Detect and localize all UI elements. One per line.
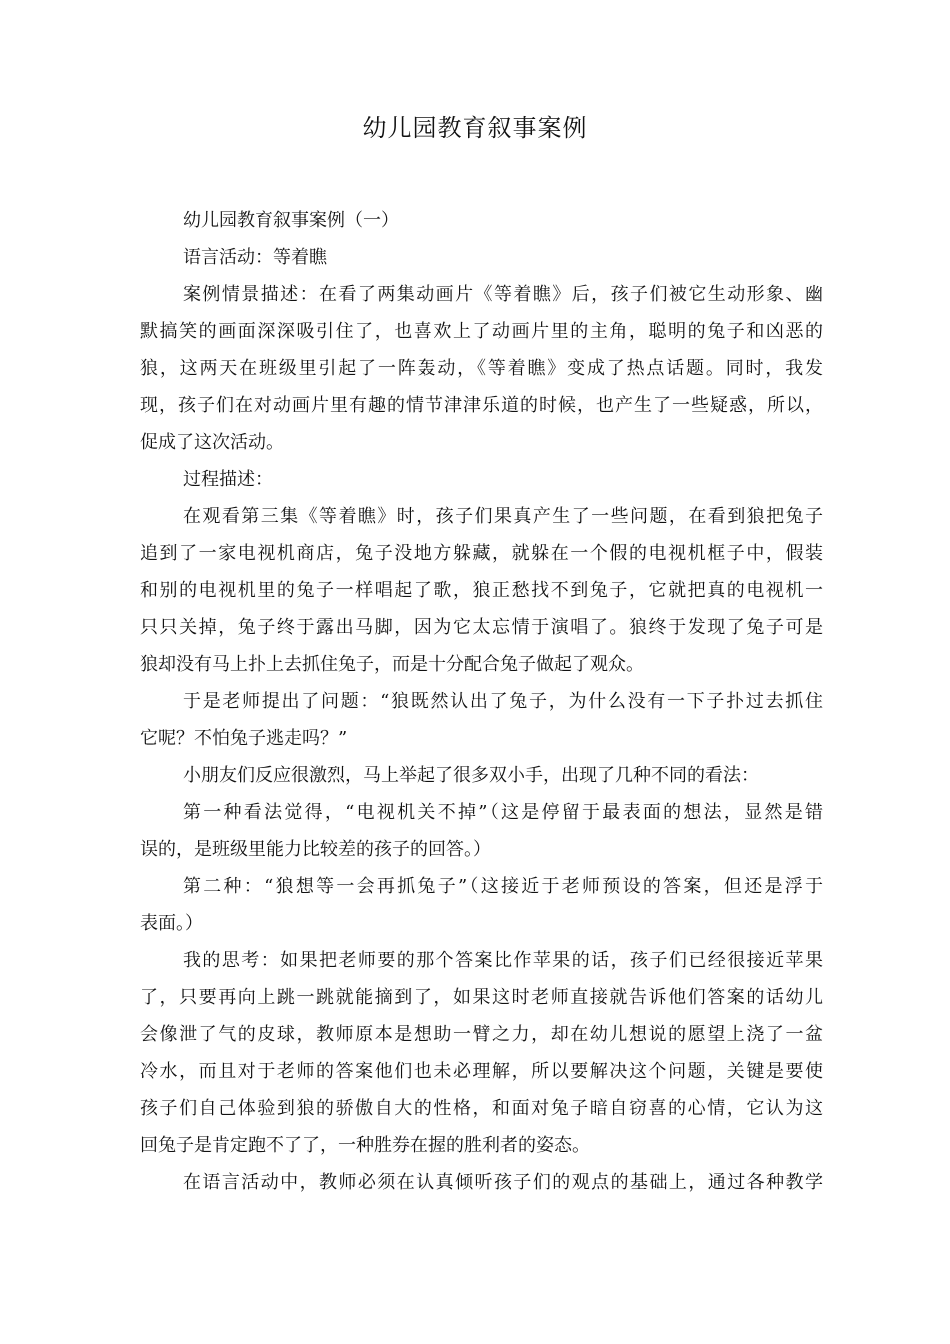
paragraph-line: 第二种：“狼想等一会再抓兔子”（这接近于老师预设的答案，但还是浮于 [183,876,823,897]
paragraph-line: 只只关掉，兔子终于露出马脚，因为它太忘情于演唱了。狼终于发现了兔子可是 [140,617,823,638]
paragraph-line: 狼，这两天在班级里引起了一阵轰动，《等着瞧》变成了热点话题。同时，我发 [140,358,823,379]
paragraph-line: 促成了这次活动。 [140,432,284,453]
paragraph-line: 冷水，而且对于老师的答案他们也未必理解，所以要解决这个问题，关键是要使 [140,1061,823,1082]
paragraph-line: 现，孩子们在对动画片里有趣的情节津津乐道的时候，也产生了一些疑惑，所以， [140,395,823,416]
paragraph-line: 小朋友们反应很激烈，马上举起了很多双小手，出现了几种不同的看法： [183,765,759,786]
paragraph-line: 会像泄了气的皮球，教师原本是想助一臂之力，却在幼儿想说的愿望上浇了一盆 [140,1024,823,1045]
paragraph-line: 于是老师提出了问题：“狼既然认出了兔子，为什么没有一下子扑过去抓住 [183,691,823,712]
paragraph-line: 回兔子是肯定跑不了了，一种胜券在握的胜利者的姿态。 [140,1135,590,1156]
process-heading: 过程描述： [183,469,273,490]
paragraph-line: 表面。） [140,913,203,934]
paragraph-line: 它呢？不怕兔子逃走吗？” [140,728,348,749]
paragraph-line: 了，只要再向上跳一跳就能摘到了，如果这时老师直接就告诉他们答案的话幼儿 [140,987,823,1008]
paragraph-line: 狼却没有马上扑上去抓住兔子，而是十分配合兔子做起了观众。 [140,654,644,675]
paragraph-line: 在观看第三集《等着瞧》时，孩子们果真产生了一些问题，在看到狼把兔子 [183,506,823,527]
section-heading: 幼儿园教育叙事案例（一） [183,210,399,231]
paragraph-line: 我的思考：如果把老师要的那个答案比作苹果的话，孩子们已经很接近苹果 [183,950,823,971]
paragraph-line: 孩子们自己体验到狼的骄傲自大的性格，和面对兔子暗自窃喜的心情，它认为这 [140,1098,823,1119]
paragraph-line: 误的，是班级里能力比较差的孩子的回答。） [140,839,491,860]
document-body [140,202,823,1201]
paragraph-line: 在语言活动中，教师必须在认真倾听孩子们的观点的基础上，通过各种教学 [183,1172,823,1193]
document-title: 幼儿园教育叙事案例 [362,114,588,142]
paragraph-line: 追到了一家电视机商店，兔子没地方躲藏，就躲在一个假的电视机框子中，假装 [140,543,823,564]
paragraph-line: 默搞笑的画面深深吸引住了，也喜欢上了动画片里的主角，聪明的兔子和凶恶的 [140,321,823,342]
activity-name: 语言活动：等着瞧 [183,247,327,268]
paragraph-line: 案例情景描述：在看了两集动画片《等着瞧》后，孩子们被它生动形象、幽 [183,284,823,305]
paragraph-line: 第一种看法觉得，“电视机关不掉”（这是停留于最表面的想法，显然是错 [183,802,823,823]
paragraph-line: 和别的电视机里的兔子一样唱起了歌，狼正愁找不到兔子，它就把真的电视机一 [140,580,823,601]
